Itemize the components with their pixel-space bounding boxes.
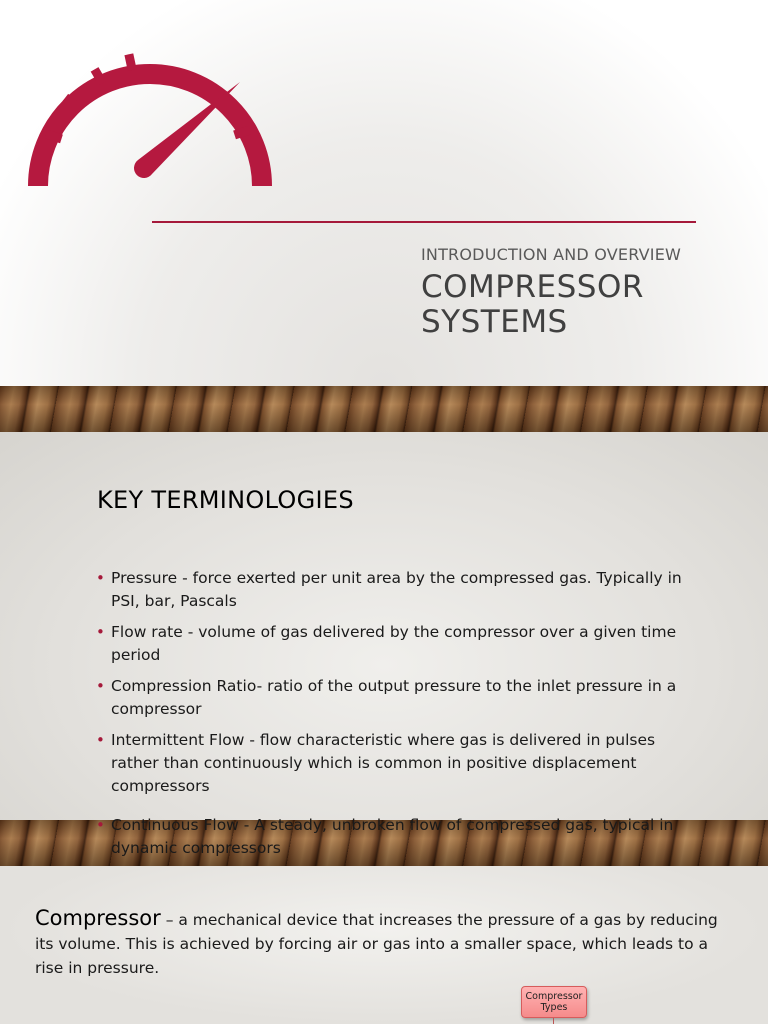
title-line-2: SYSTEMS [421,304,568,340]
slide-heading: KEY TERMINOLOGIES [97,486,354,514]
list-item: • Continuous Flow - A steady, unbroken flow of compressed gas, typical in dynamic compressors [96,814,696,860]
terminology-slide [0,432,768,820]
term-definition: – a mechanical device that increases the pressure of a gas by reducing its volume. This is achieved by forcing air or gas into a smaller space, which leads to a rise in pressure. [35,911,718,977]
definition-slide [0,866,768,1024]
title-divider [152,221,696,223]
title-line-1: COMPRESSOR [421,269,644,305]
slide-subtitle: INTRODUCTION AND OVERVIEW [421,245,682,264]
definition-paragraph [35,906,735,980]
list-item: • Pressure - force exerted per unit area by the compressed gas. Typically in PSI, bar, Pascals [96,567,696,613]
speedometer-icon [26,48,276,193]
diagram-connector [553,1018,554,1024]
diagram-node: Compressor Types [521,986,587,1018]
wood-floor-band [0,386,768,432]
title-slide [0,0,768,386]
list-item: • Flow rate - volume of gas delivered by the compressor over a given time period [96,621,696,667]
bullet-list [96,567,696,806]
term-label: Compressor [35,906,161,930]
list-item: • Compression Ratio- ratio of the output pressure to the inlet pressure in a compressor [96,675,696,721]
slide-title [421,270,644,340]
list-item: • Intermittent Flow - flow characteristic where gas is delivered in pulses rather than continuously which is common in positive displacement compressors [96,729,696,798]
